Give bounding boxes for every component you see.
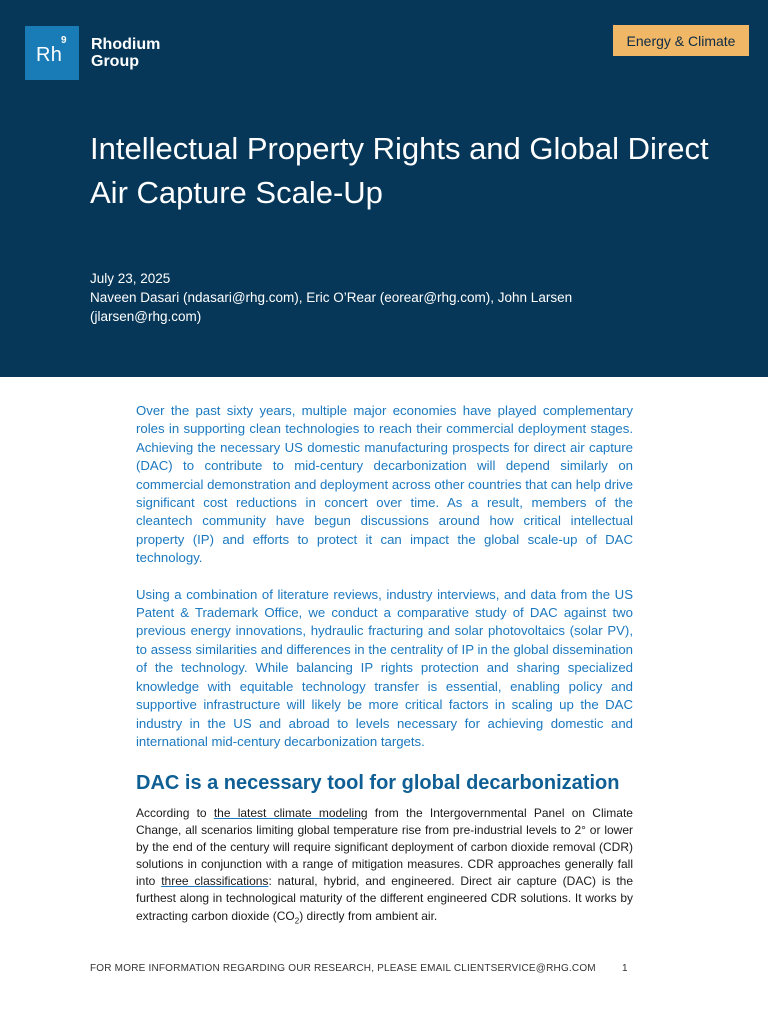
body-text-segment: ) directly from ambient air. xyxy=(299,908,438,923)
rhodium-logo xyxy=(25,26,160,80)
body-paragraph xyxy=(136,805,633,929)
footer-contact: FOR MORE INFORMATION REGARDING OUR RESEARCH, PLEASE EMAIL CLIENTSERVICE@RHG.COM xyxy=(90,963,596,974)
logo-mark-superscript: 9 xyxy=(61,35,67,46)
climate-modeling-link[interactable]: the latest climate modeling xyxy=(213,806,368,820)
co2-subscript: 2 xyxy=(294,915,300,925)
section-heading: DAC is a necessary tool for global decarbonization xyxy=(136,772,620,794)
logo-wordmark-line2: Group xyxy=(91,53,139,70)
page-number: 1 xyxy=(622,963,628,974)
article-meta xyxy=(90,269,610,326)
body-text-segment: : natural, hybrid, and engineered. Direct air capture (DAC) is the furthest along in technological maturity of the different engineered CDR solutions. It works by extracting carbon dioxide (CO xyxy=(136,874,634,923)
header-banner xyxy=(0,0,768,377)
abstract-paragraph: Over the past sixty years, multiple major economies have played complementary roles in supporting clean technologies to reach their commercial deployment stages. Achieving the necessary US domestic manufacturing prospects for direct air capture (DAC) to contribute to mid-century decarbonization will depend similarly on commercial demonstration and deployment across other countries that can help drive significant cost reductions in concert over time. As a result, members of the cleantech community have begun discussions around how critical intellectual property (IP) and efforts to protect it can impact the global scale-up of DAC technology. xyxy=(136,403,633,566)
logo-wordmark xyxy=(91,36,160,70)
page-title: Intellectual Property Rights and Global Direct Air Capture Scale-Up xyxy=(90,131,709,210)
abstract-paragraph: Using a combination of literature reviews, industry interviews, and data from the US Patent & Trademark Office, we conduct a comparative study of DAC against two previous energy innovations, hydraulic fracturing and solar photovoltaics (solar PV), to assess similarities and differences in the centrality of IP in the global dissemination of the technology. While balancing IP rights protection and sharing specialized knowledge with equitable technology transfer is essential, enabling policy and supportive infrastructure will likely be more critical factors in scaling up the DAC industry in the US and abroad to levels necessary for achieving domestic and international mid-century decarbonization targets. xyxy=(136,586,633,749)
three-classifications-link[interactable]: three classifications xyxy=(161,874,269,889)
body-text-segment: According to xyxy=(136,806,214,820)
abstract xyxy=(136,402,633,751)
logo-mark-text: Rh xyxy=(36,44,63,66)
author-list: Naveen Dasari (ndasari@rhg.com), Eric O’Rear (eorear@rhg.com), John Larsen (jlarsen@rhg.com) xyxy=(90,290,573,324)
body-text-segment: from the Intergovernmental Panel on Climate Change, all scenarios limiting global temperature rise from pre-industrial levels to 2° or lower by the end of the century will require significant deployment of carbon dioxide removal (CDR) solutions in conjunction with a range of mitigation measures. CDR approaches generally fall into xyxy=(136,806,633,889)
publish-date: July 23, 2025 xyxy=(90,271,171,286)
logo-mark xyxy=(25,26,79,80)
logo-wordmark-line1: Rhodium xyxy=(91,36,161,53)
topic-tag: Energy & Climate xyxy=(613,25,749,56)
